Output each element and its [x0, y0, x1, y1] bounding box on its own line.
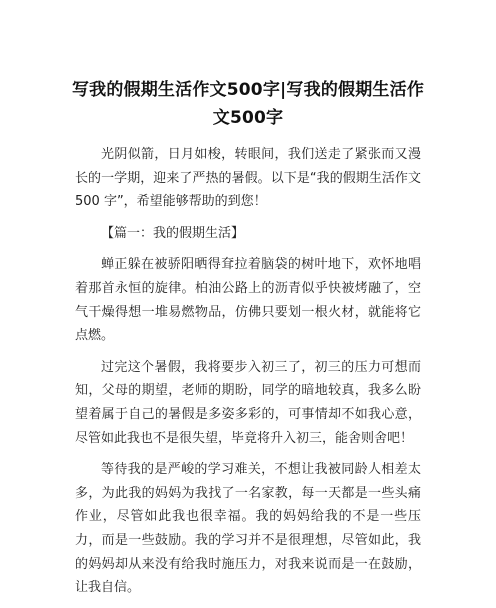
paragraph-summer-ends: 过完这个暑假，我将要步入初三了，初三的压力可想而知，父母的期望，老师的期盼，同学的暗地较真，我多么盼望着属于自己的暑假是多姿多彩的，可事情却不如我心意，尽管如此我也不是很失望，毕竟将升入初三，能舍则舍吧！ [75, 359, 421, 446]
paragraph-cicada: 蝉正躲在被骄阳晒得耷拉着脑袋的树叶地下，欢怀地唱着那首永恒的旋律。柏油公路上的沥青似乎快被烤融了，空气干燥得想一堆易燃物品，仿佛只要划一根火材，就能将它点燃。 [75, 257, 421, 344]
document-body [75, 143, 421, 608]
paragraph-intro: 光阴似箭，日月如梭，转眼间，我们送走了紧张而又漫长的一学期，迎来了严热的暑假。以下是“我的假期生活作文 500 字”，希望能够帮助的到您！ [75, 147, 421, 210]
document-title: 写我的假期生活作文500字|写我的假期生活作文500字 [71, 80, 425, 128]
section-heading: 【篇一：我的假期生活】 [101, 225, 245, 241]
paragraph-study: 等待我的是严峻的学习难关，不想让我被同龄人相差太多，为此我的妈妈为我找了一名家教，每一天都是一些头痛作业，尽管如此我也很幸福。我的妈妈给我的不是一些压力，而是一些鼓励。我的学习并不是很理想，尽管如此，我的妈妈却从来没有给我时施压力，对我来说而是一在鼓励，让我自信。 [75, 462, 421, 596]
